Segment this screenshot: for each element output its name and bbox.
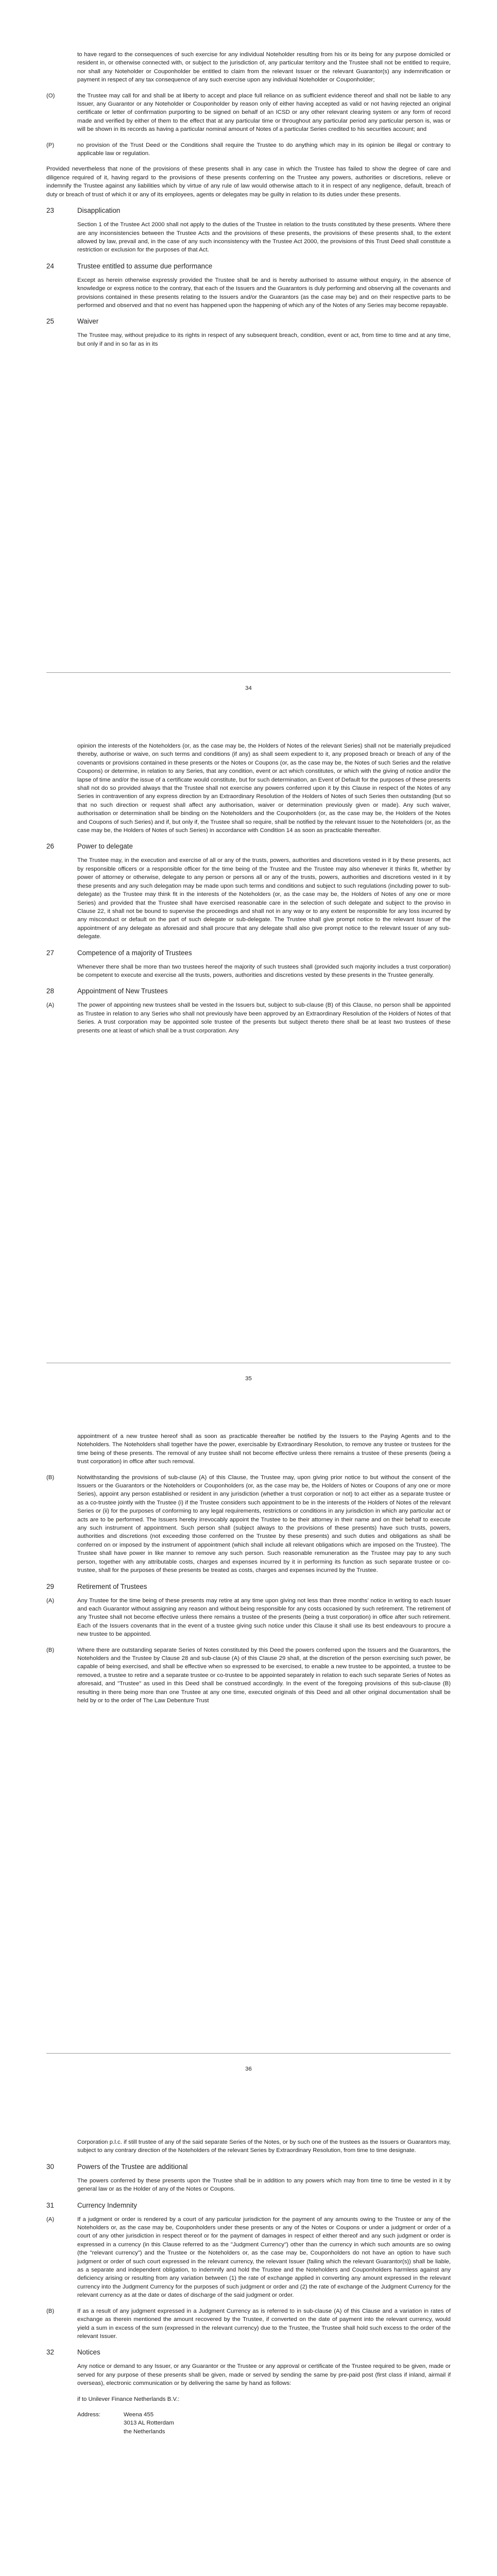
page-35	[0, 690, 497, 1381]
clause-continuation: opinion the interests of the Noteholders (or, as the case may be, the Holders of Notes of the relevant Series) shall not be materially prejudiced thereby, authorise or waive, on such terms and conditions (if any) as shall seem expedient to it, any proposed breach or breach of any of the covenants or provisions contained in these presents or the Notes or Coupons (or, as the case may be, the Notes of such Series and the relative Coupons) or determine, in relation to any Series, that any condition, event or act which constitutes, or which with the giving of notice and/or the lapse of time and/or the issue of a certificate would constitute, but for such determination, an Event of Default for the purposes of these presents shall not do so provided always that the Trustee shall not exercise any powers conferred upon it by this Clause in respect of the Notes of any Series in contravention of any express direction by an Extraordinary Resolution of the Holders of Notes of such Series then outstanding (but so that no such direction or request shall affect any authorisation, waiver or determination previously given or made). Any such waiver, authorisation or determination shall be binding on the Noteholders and the Couponholders (or, as the case may be, the Holders of the Notes and Coupons of such Series) and if, but only if, the Trustee shall so require, shall be notified by the relevant Issuer to the Noteholders (or, as the case may be, the Holders of Notes of such Series) in accordance with Condition 14 as soon as practicable thereafter.	[77, 743, 451, 834]
clause-heading-24	[46, 262, 451, 271]
clause-title: Competence of a majority of Trustees	[77, 948, 192, 957]
clause-heading-29	[46, 1582, 451, 1591]
clause-text: to have regard to the consequences of such exercise for any individual Noteholder resulting from his or its being for any purpose domiciled or resident in, or otherwise connected with, or subject to the jurisdiction of, any particular territory and the Trustee shall not be entitled to require, nor shall any Noteholder or Couponholder be entitled to claim from the relevant Issuer or the relevant Guarantor(s) any indemnification or payment in respect of any tax consequence of any such exercise upon any individual Noteholder or Couponholder;	[77, 52, 451, 83]
clause-heading-32	[46, 2348, 451, 2357]
sub-clause-text: Where there are outstanding separate Series of Notes constituted by this Deed the powers conferred upon the Issuers and the Guarantors, the Noteholders and the Trustee by Clause 28 and sub-clause (A) of this Clause 29 shall, at the discretion of the person exercising such power, be capable of being exercised, and shall be effective when so expressed to be exercised, to enable a new trustee to be appointed, a trustee to be removed, a trustee to retire and a separate trustee or co-trustee to be appointed separately in relation to each such separate Series of Notes as aforesaid, and "Trustee" as used in this Deed shall be construed accordingly. In the event of the foregoing provisions of this sub-clause (B) resulting in there being more than one Trustee at any one time, executed originals of this Deed and all other original documentation shall be held by or to the order of The Law Debenture Trust	[77, 1647, 451, 1704]
page-36-content	[46, 1432, 451, 1712]
sub-clause-text: the Trustee may call for and shall be at liberty to accept and place full reliance on as sufficient evidence thereof and shall not be liable to any Issuer, any Guarantor or any Noteholder or Couponholder by reason only of either having accepted as valid or not having rejected an original certificate or letter of confirmation purporting to be signed on behalf of an ICSD or any other relevant clearing system or any form of record made and verified by either of them to the effect that at any particular time or throughout any particular period any particular person is, was or will be shown in its records as having a particular nominal amount of Notes of a particular Series credited to his securities account; and	[77, 92, 451, 133]
clause-number: 30	[46, 2162, 54, 2171]
sub-clause-text: The power of appointing new trustees shall be vested in the Issuers but, subject to sub-clause (B) of this Clause, no person shall be appointed as Trustee in relation to any Series who shall not previously have been approved by an Extraordinary Resolution of the Holders of Notes of that Series. A trust corporation may be appointed sole trustee of the presents but subject thereto there shall be at least two trustees of these presents one at least of which shall be a trust corporation. Any	[77, 1002, 451, 1034]
sub-clause-label: (B)	[46, 1474, 55, 1481]
sub-clause-a	[46, 2215, 451, 2300]
clause-title: Power to delegate	[77, 842, 133, 851]
sub-clause-text: no provision of the Trust Deed or the Conditions shall require the Trustee to do anything which may in its opinion be illegal or contrary to applicable law or regulation.	[77, 142, 451, 157]
clause-title: Retirement of Trustees	[77, 1582, 147, 1590]
clause-body: Except as herein otherwise expressly provided the Trustee shall be and is hereby authorised to assume without enquiry, in the absence of knowledge or express notice to the contrary, that each of the Issuers and the Guarantors is duly performing and observing all the covenants and provisions contained in these presents relating to the Issuers and/or the Guarantors (as the case may be) and on their respective parts to be performed and observed and that no event has happened upon the happening of which any of the Notes of any Series may become repayable.	[77, 277, 451, 309]
clause-number: 28	[46, 987, 54, 995]
clause-number: 31	[46, 2201, 54, 2209]
page-34	[0, 0, 497, 690]
clause-title: Appointment of New Trustees	[77, 987, 168, 995]
sub-clause-o	[46, 92, 451, 134]
clause-body: Whenever there shall be more than two trustees hereof the majority of such trustees shall (provided such majority includes a trust corporation) be competent to execute and exercise all the trusts, powers, authorities and discretions vested by these presents in the Trustee generally.	[77, 963, 451, 978]
sub-clause-label: (P)	[46, 142, 55, 148]
clause-heading-25	[46, 317, 451, 326]
page-number: 34	[245, 685, 252, 691]
sub-clause-a	[46, 1001, 451, 1035]
address-label: Address:	[77, 2411, 100, 2418]
clause-number: 24	[46, 262, 54, 270]
clause-heading-30	[46, 2162, 451, 2172]
page-number: 35	[245, 1376, 252, 1382]
page-36	[0, 1381, 497, 2071]
sub-clause-b	[46, 1473, 451, 1575]
page-footer	[46, 672, 451, 691]
sub-clause-label: (A)	[46, 1597, 55, 1604]
clause-continuation: Corporation p.l.c. if still trustee of any of the said separate Series of the Notes, or by such one of the trustees as the Issuers or Guarantors may, subject to any contrary direction of the Noteholders of the relevant Series by Extraordinary Resolution, from time to time designate.	[77, 2139, 451, 2154]
page-footer	[46, 2053, 451, 2072]
address-line: 3013 AL Rotterdam	[124, 2420, 174, 2427]
clause-body: The powers conferred by these presents upon the Trustee shall be in addition to any powers which may from time to time be vested in it by general law or as the Holder of any of the Notes or Coupons.	[77, 2177, 451, 2193]
sub-clause-label: (A)	[46, 1002, 55, 1009]
clause-heading-31	[46, 2201, 451, 2210]
sub-clause-label: (B)	[46, 2308, 55, 2314]
clause-heading-26	[46, 842, 451, 851]
proviso-paragraph: Provided nevertheless that none of the provisions of these presents shall in any case in which the Trustee has failed to show the degree of care and diligence required of it, having regard to the provisions of these presents conferring on the Trustee any powers, authorities or discretions, relieve or indemnify the Trustee against any liabilities which by virtue of any rule of law would otherwise attach to it in respect of any negligence, default, breach of duty or breach of trust of which it or any of its employees, agents or delegates may be guilty in relation to its duties under these presents.	[46, 166, 451, 198]
page-35-content	[46, 742, 451, 1042]
clause-body: Any notice or demand to any Issuer, or any Guarantor or the Trustee or any approval or certificate of the Trustee required to be given, made or served for any purpose of these presents shall be given, made or served by sending the same by pre-paid post (first class if inland, airmail if overseas), electronic communication or by delivering the same by hand as follows:	[77, 2363, 451, 2387]
clause-title: Powers of the Trustee are additional	[77, 2162, 188, 2171]
address-line: Weena 455	[124, 2411, 154, 2418]
sub-clause-a	[46, 1597, 451, 1639]
clause-number: 29	[46, 1582, 54, 1590]
clause-continuation: appointment of a new trustee hereof shall as soon as practicable thereafter be notified by the Issuers to the Paying Agents and to the Noteholders. The Noteholders shall together have the power, exercisable by Extraordinary Resolution, to remove any trustee or trustees for the time being of these presents. The removal of any trustee shall not become effective unless there remains a trustee of these presents (being a trust corporation) in office after such removal.	[77, 1433, 451, 1465]
sub-clause-text: If as a result of any judgment expressed in a Judgment Currency as is referred to in sub-clause (A) of this Clause and a variation in rates of exchange as therein mentioned the amount recovered by the Trustee, if converted on the date of payment into the relevant currency, would yield a sum in excess of the sum (expressed in the relevant currency) due to the Trustee, the Trustee shall hold such excess to the order of the relevant Issuer.	[77, 2308, 451, 2340]
clause-title: Disapplication	[77, 207, 121, 215]
address-line: the Netherlands	[124, 2428, 165, 2435]
clause-title: Notices	[77, 2348, 100, 2357]
sub-clause-label: (O)	[46, 92, 55, 99]
clause-number: 25	[46, 317, 54, 326]
clause-body: The Trustee may, without prejudice to its rights in respect of any subsequent breach, condition, event or act, from time to time and at any time, but only if and in so far as in its	[77, 332, 451, 347]
clause-number: 27	[46, 948, 54, 957]
sub-clause-text: Any Trustee for the time being of these presents may retire at any time upon giving not less than three months' notice in writing to each Issuer and each Guarantor without assigning any reason and without being responsible for any costs occasioned by such retirement. The retirement of any Trustee shall not become effective unless there remains a trustee of the presents (being a trust corporation) in office after such retirement. Each of the Issuers covenants that in the event of a trustee giving such notice under this Clause it shall use its best endeavours to procure a new trustee to be appointed.	[77, 1597, 451, 1638]
sub-clause-label: (B)	[46, 1647, 55, 1653]
clause-continuation	[46, 50, 451, 84]
clause-heading-27	[46, 948, 451, 958]
address-block	[77, 2411, 451, 2436]
page-number: 36	[245, 2066, 252, 2072]
sub-clause-b	[46, 2307, 451, 2341]
sub-clause-p	[46, 141, 451, 158]
clause-heading-28	[46, 987, 451, 996]
clause-body: Section 1 of the Trustee Act 2000 shall not apply to the duties of the Trustee in relation to the trusts constituted by these presents. Where there are any inconsistencies between the Trustee Acts and the provisions of these presents, the provisions of these presents shall, to the extent allowed by law, prevail and, in the case of any such inconsistency with the Trustee Act 2000, the provisions of this Trust Deed shall constitute a restriction or exclusion for the purposes of that Act.	[77, 222, 451, 253]
clause-title: Trustee entitled to assume due performance	[77, 262, 213, 270]
clause-number: 32	[46, 2348, 54, 2357]
clause-body: The Trustee may, in the execution and exercise of all or any of the trusts, powers, authorities and discretions vested in it by these presents, act by responsible officers or a responsible officer for the time being of the Trustee and the Trustee may also whenever it thinks fit, whether by power of attorney or otherwise, delegate to any person or persons all or any of the trusts, powers, authorities and discretions vested in it by these presents and any such delegation may be made upon such terms and conditions and subject to such regulations (including power to sub-delegate) as the Trustee may think fit in the interests of the Noteholders (or, as the case may be, the Holders of Notes of any one or more Series) and provided that the Trustee shall have exercised reasonable care in the selection of such delegate and subject to the proviso in Clause 22, it shall not be bound to supervise the proceedings and shall not in any way or to any extent be responsible for any loss incurred by any misconduct or default on the part of such delegate or sub-delegate. The Trustee shall give prompt notice to the relevant Issuer of the appointment of any delegate as aforesaid and shall procure that any delegate shall also give prompt notice to the relevant Issuer of any sub-delegate.	[77, 857, 451, 940]
footer-rule	[46, 2053, 451, 2054]
page-37-content	[46, 2138, 451, 2443]
sub-clause-text: If a judgment or order is rendered by a court of any particular jurisdiction for the payment of any amounts owing to the Trustee or any of the Noteholders or, as the case may be, Couponholders under these presents or any of the Notes or Coupons or under a judgment or order of a court of any other jurisdiction in respect thereof or for the payment of damages in respect of either thereof and any such judgment or order is expressed in a currency (in this Clause referred to as the "Judgment Currency") other than the currency in which such amounts are so owing (the "relevant currency") and the Trustee or the Noteholders or, as the case may be, Couponholders do not have an option to have such judgment or order of such court expressed in the relevant currency, the relevant Issuer (failing which the relevant Guarantor(s)) shall be liable, as a separate and independent obligation, to indemnify and hold the Trustee and the Noteholders and Couponholders harmless against any deficiency arising or resulting from any variation between (1) the rate of exchange applied in converting any amount expressed in the relevant currency into the Judgment Currency for the purposes of such judgment or order and (2) the rate of exchange of the Judgment Currency for the relevant currency as at the date or dates of discharge of the said judgment or order.	[77, 2216, 451, 2299]
clause-number: 26	[46, 842, 54, 851]
sub-clause-label: (A)	[46, 2216, 55, 2223]
page-footer	[46, 1363, 451, 1382]
page-37	[0, 2071, 497, 2576]
clause-heading-23	[46, 206, 451, 215]
clause-title: Waiver	[77, 317, 99, 326]
sub-clause-text: Notwithstanding the provisions of sub-clause (A) of this Clause, the Trustee may, upon giving prior notice to but without the consent of the Issuers or the Guarantors or the Noteholders or Couponholders (or, as the case may be, the Holders of Notes or Coupons of any one or more Series), appoint any person established or resident in any jurisdiction (whether a trust corporation or not) to act either as a separate trustee or as a co-trustee jointly with the Trustee (i) if the Trustee considers such appointment to be in the interests of the Holders of Notes of the relevant Series or (ii) for the purposes of conforming to any legal requirements, restrictions or conditions in any jurisdiction in which any particular act or acts are to be performed. The Issuers hereby irrevocably appoint the Trustee to be their attorney in their name and on their behalf to execute any such instrument of appointment. Such person shall (subject always to the provisions of these presents) have such trusts, powers, authorities and discretions (not exceeding those conferred on the Trustee by these presents) and such duties and obligations as shall be conferred on or imposed by the instrument of appointment (which shall include all relevant obligations which are imposed on the Trustee). The Trustee shall have power in like manner to remove any such person. Such reasonable remuneration as the Trustee may pay to any such person, together with any attributable costs, charges and expenses incurred by it in performing its function as such separate trustee or co-trustee, shall for the purposes of these presents be treated as costs, charges and expenses incurred by the Trustee.	[77, 1474, 451, 1574]
clause-title: Currency Indemnity	[77, 2201, 138, 2209]
notice-recipient: if to Unilever Finance Netherlands B.V.:	[77, 2396, 180, 2402]
clause-number: 23	[46, 207, 54, 215]
sub-clause-b	[46, 1646, 451, 1705]
page-34-content	[46, 50, 451, 355]
footer-rule	[46, 672, 451, 673]
